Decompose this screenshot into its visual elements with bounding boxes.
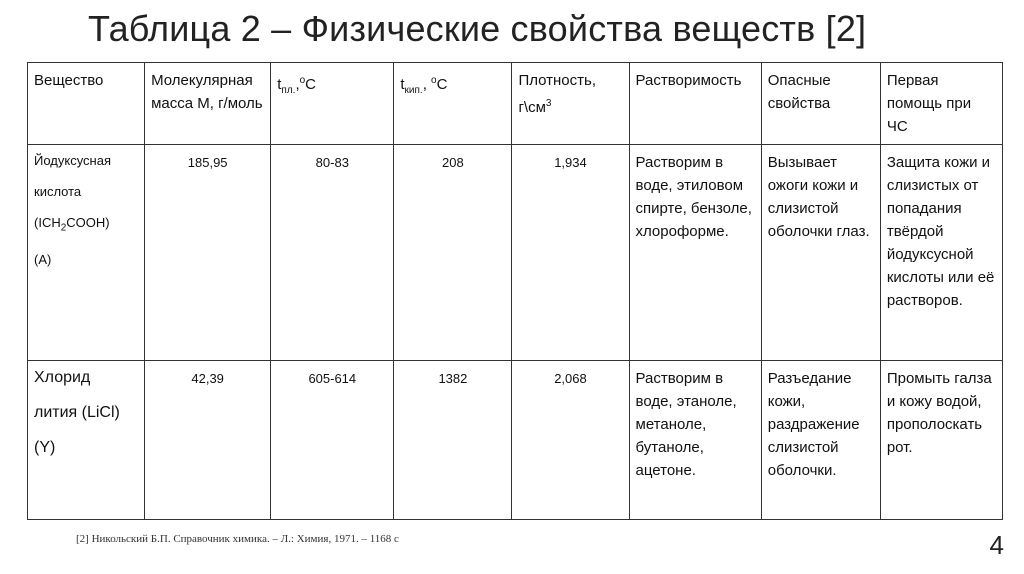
melting-point-cell: 605-614	[271, 361, 394, 520]
header-hazards: Опасные свойства	[761, 63, 880, 145]
substance-formula: $(ICH_2COOH)$	[34, 215, 110, 234]
substance-cell	[28, 361, 145, 520]
header-solubility: Растворимость	[629, 63, 761, 145]
page-number: 4	[989, 530, 1004, 560]
header-molar-mass: Молекулярная масса М, г/моль	[145, 63, 271, 145]
boiling-point-cell: 1382	[394, 361, 512, 520]
footnote-reference: [2] Никольский Б.П. Справочник химика. – Л.: Химия, 1971. – 1168 с	[76, 533, 399, 545]
boiling-point-cell: 208	[394, 145, 512, 361]
substance-cell	[28, 145, 145, 361]
substance-name-line1: Хлорид	[34, 369, 91, 386]
substance-name-line1: Йодуксусная	[34, 153, 112, 168]
table-row	[28, 361, 1003, 520]
header-boiling-point: $t_{кип.}$, $^о$С	[394, 63, 512, 145]
solubility-cell: Растворим в воде, этаноле, метаноле, бутаноле, ацетоне.	[629, 361, 761, 520]
table-row	[28, 145, 1003, 361]
first-aid-cell: Промыть галза и кожу водой, прополоскать рот.	[880, 361, 1002, 520]
first-aid-cell: Защита кожи и слизистых от попадания твёрдой йодуксусной кислоты или её растворов.	[880, 145, 1002, 361]
header-row	[28, 63, 1003, 145]
hazards-cell: Разъедание кожи, раздражение слизистой оболочки.	[761, 361, 880, 520]
density-cell: 1,934	[512, 145, 629, 361]
substance-code: (Y)	[34, 439, 56, 456]
solubility-cell: Растворим в воде, этиловом спирте, бензоле, хлороформе.	[629, 145, 761, 361]
density-cell: 2,068	[512, 361, 629, 520]
substance-name-line2: кислота	[34, 184, 82, 199]
header-density: Плотность, $г\backslash см^3$	[512, 63, 629, 145]
hazards-cell: Вызывает ожоги кожи и слизистой оболочки глаз.	[761, 145, 880, 361]
melting-point-cell: 80-83	[271, 145, 394, 361]
molar-mass-cell: 42,39	[145, 361, 271, 520]
slide-title: Таблица 2 – Физические свойства веществ [2]	[88, 8, 867, 49]
header-first-aid: Первая помощь при ЧС	[880, 63, 1002, 145]
header-melting-point: $t_{пл.},^оС$	[271, 63, 394, 145]
substance-name-line2: лития (LiCl)	[34, 404, 120, 421]
properties-table	[27, 62, 1003, 520]
molar-mass-cell: 185,95	[145, 145, 271, 361]
substance-code: (A)	[34, 251, 52, 267]
header-substance: Вещество	[28, 63, 145, 145]
